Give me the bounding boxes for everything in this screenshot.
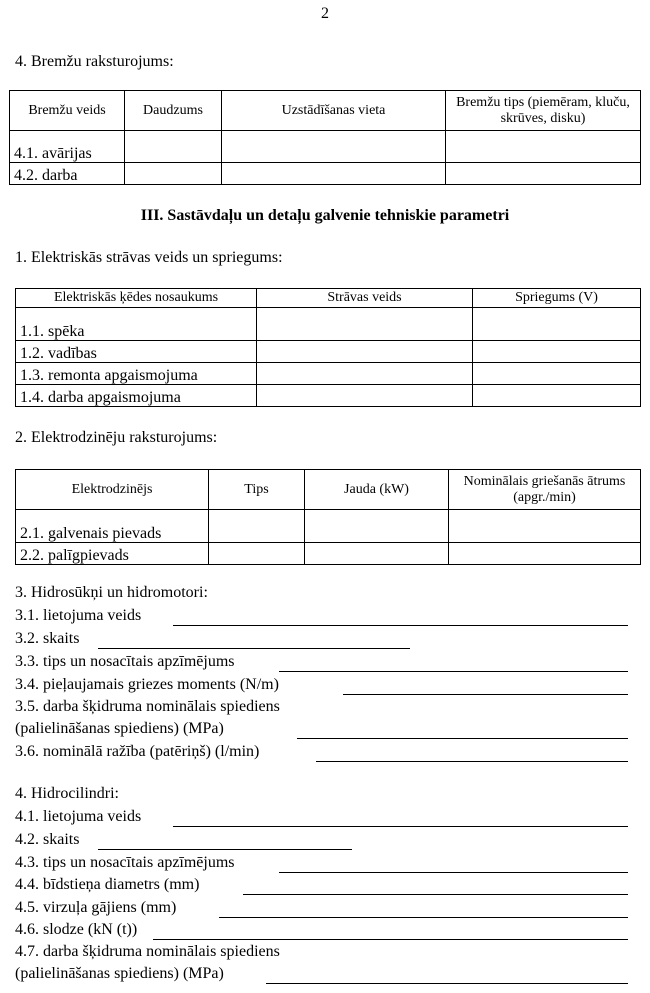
list-item: 4.6. slodze (kN (t))	[15, 921, 138, 938]
list-item: 3.4. pieļaujamais griezes moments (N/m)	[15, 676, 279, 693]
motors-table	[15, 469, 641, 565]
table-cell[interactable]	[257, 341, 473, 363]
table-cell[interactable]	[222, 131, 446, 163]
electric-heading: 1. Elektriskās strāvas veids un spriegums:	[15, 249, 283, 266]
table-row	[10, 163, 641, 185]
fill-line[interactable]	[173, 625, 628, 626]
section-title: III. Sastāvdaļu un detaļu galvenie tehniskie parametri	[140, 207, 510, 224]
table-cell[interactable]	[473, 385, 641, 407]
list-item: (palielināšanas spiediens) (MPa)	[15, 720, 224, 737]
table-cell[interactable]	[222, 163, 446, 185]
table-cell[interactable]	[125, 163, 222, 185]
motors-header-type: Tips	[209, 470, 305, 510]
table-cell[interactable]	[257, 385, 473, 407]
table-cell[interactable]	[125, 131, 222, 163]
brakes-header-type: Bremžu veids	[10, 91, 125, 131]
fill-line[interactable]	[297, 738, 628, 739]
hydrocylinders-heading: 4. Hidrocilindri:	[15, 785, 119, 802]
fill-line[interactable]	[279, 671, 628, 672]
fill-line[interactable]	[343, 694, 628, 695]
table-row	[16, 543, 641, 565]
brakes-header-quantity: Daudzums	[125, 91, 222, 131]
list-item: (palielināšanas spiediens) (MPa)	[15, 965, 224, 982]
electric-row-label: 1.1. spēka	[16, 308, 257, 341]
table-cell[interactable]	[305, 510, 449, 543]
table-cell[interactable]	[449, 543, 641, 565]
electric-header-current: Strāvas veids	[257, 289, 473, 308]
table-row	[16, 385, 641, 407]
fill-line[interactable]	[279, 872, 628, 873]
fill-line[interactable]	[153, 939, 628, 940]
table-cell[interactable]	[446, 131, 641, 163]
table-cell[interactable]	[209, 510, 305, 543]
motors-header-power: Jauda (kW)	[305, 470, 449, 510]
motors-header-speed: Nominālais griešanās ātrums (apgr./min)	[449, 470, 641, 510]
motors-row-label: 2.2. palīgpievads	[16, 543, 209, 565]
fill-line[interactable]	[243, 894, 628, 895]
table-row	[10, 131, 641, 163]
list-item: 3.3. tips un nosacītais apzīmējums	[15, 653, 235, 670]
table-cell[interactable]	[473, 308, 641, 341]
motors-row-label: 2.1. galvenais pievads	[16, 510, 209, 543]
list-item: 4.7. darba šķidruma nominālais spiediens	[15, 943, 280, 960]
list-item: 3.6. nominālā ražība (patēriņš) (l/min)	[15, 743, 260, 760]
motors-header-motor: Elektrodzinējs	[16, 470, 209, 510]
table-cell[interactable]	[257, 363, 473, 385]
brakes-row-label: 4.2. darba	[10, 163, 125, 185]
list-item: 4.4. bīdstieņa diametrs (mm)	[15, 876, 200, 893]
table-cell[interactable]	[473, 363, 641, 385]
brakes-table	[9, 90, 641, 185]
list-item: 3.2. skaits	[15, 630, 80, 647]
hydropumps-heading: 3. Hidrosūkņi un hidromotori:	[15, 584, 208, 601]
table-cell[interactable]	[209, 543, 305, 565]
table-cell[interactable]	[446, 163, 641, 185]
electric-header-circuit: Elektriskās ķēdes nosaukums	[16, 289, 257, 308]
fill-line[interactable]	[98, 849, 352, 850]
fill-line[interactable]	[173, 826, 628, 827]
fill-line[interactable]	[219, 917, 628, 918]
list-item: 4.1. lietojuma veids	[15, 808, 142, 825]
table-row	[16, 363, 641, 385]
fill-line[interactable]	[316, 761, 628, 762]
list-item: 4.2. skaits	[15, 831, 80, 848]
brakes-header-location: Uzstādīšanas vieta	[222, 91, 446, 131]
electric-table	[15, 288, 641, 407]
electric-header-voltage: Spriegums (V)	[473, 289, 641, 308]
brakes-header-brake-kind: Bremžu tips (piemēram, kluču, skrūves, disku)	[446, 91, 641, 131]
brakes-row-label: 4.1. avārijas	[10, 131, 125, 163]
brakes-heading: 4. Bremžu raksturojums:	[15, 53, 174, 70]
list-item: 3.5. darba šķidruma nominālais spiediens	[15, 698, 280, 715]
page-number: 2	[321, 5, 329, 22]
table-cell[interactable]	[449, 510, 641, 543]
table-cell[interactable]	[257, 308, 473, 341]
table-row	[16, 510, 641, 543]
list-item: 4.3. tips un nosacītais apzīmējums	[15, 854, 235, 871]
table-cell[interactable]	[473, 341, 641, 363]
fill-line[interactable]	[98, 648, 410, 649]
motors-heading: 2. Elektrodzinēju raksturojums:	[15, 429, 218, 446]
table-row	[16, 341, 641, 363]
fill-line[interactable]	[266, 983, 628, 984]
list-item: 3.1. lietojuma veids	[15, 607, 142, 624]
list-item: 4.5. virzuļa gājiens (mm)	[15, 899, 177, 916]
electric-row-label: 1.2. vadības	[16, 341, 257, 363]
electric-row-label: 1.4. darba apgaismojuma	[16, 385, 257, 407]
electric-row-label: 1.3. remonta apgaismojuma	[16, 363, 257, 385]
table-row	[16, 308, 641, 341]
table-cell[interactable]	[305, 543, 449, 565]
